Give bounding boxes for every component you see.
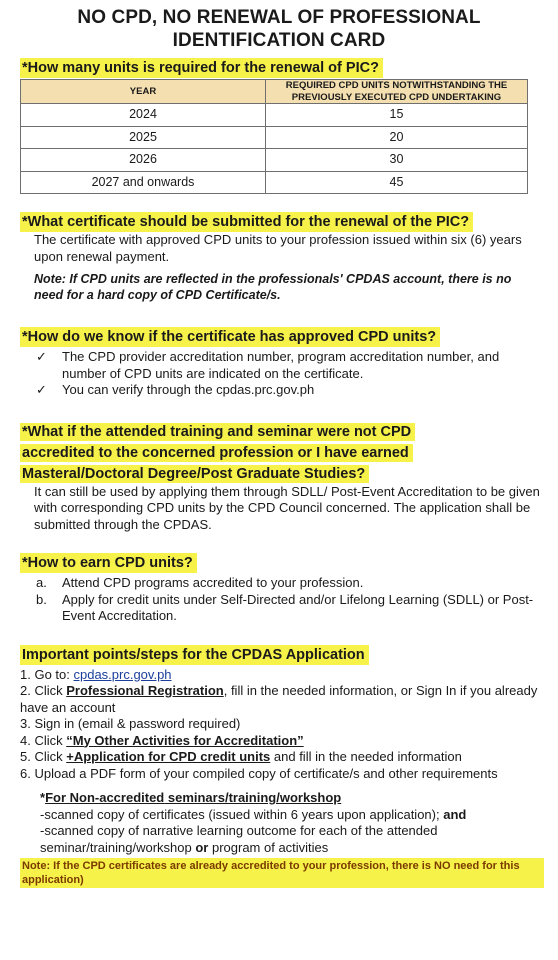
application-credit-units-link[interactable]: +Application for CPD credit units [66, 749, 271, 764]
section-earn-units [14, 553, 544, 625]
header-required-units: REQUIRED CPD UNITS NOTWITHSTANDING THE PREVIOUSLY EXECUTED CPD UNDERTAKING [266, 80, 528, 104]
step-1 [20, 667, 544, 684]
requirement-conjunction: and [443, 806, 467, 822]
check-icon: ✓ [36, 382, 47, 397]
sub-head-suffix: seminars/training/workshop [164, 790, 342, 805]
cell-year: 2027 and onwards [21, 171, 266, 194]
list-item [14, 575, 544, 592]
list-item-marker: a. [36, 575, 47, 590]
table-row [21, 149, 528, 172]
question-line-1: *What if the attended training and seminar were not CPD [20, 423, 415, 441]
note-certificate: Note: If CPD units are reflected in the professionals' CPDAS account, there is no need for a hard copy of CPD Certificate/s. [34, 272, 512, 302]
step-2 [20, 683, 544, 716]
sub-head-prefix: * [40, 790, 46, 805]
section-certificate [14, 212, 544, 303]
check-list [14, 349, 544, 399]
cell-units: 15 [266, 104, 528, 127]
units-table [20, 79, 528, 194]
list-item-text: The CPD provider accreditation number, program accreditation number, and number of CPD units are indicated on the certificate. [62, 349, 500, 381]
question-line-3: Masteral/Doctoral Degree/Post Graduate Studies? [20, 465, 369, 483]
step-2-text: , fill in the needed information, or Sign In if you already have an account [20, 683, 538, 715]
question-approved-units: *How do we know if the certificate has approved CPD units? [20, 327, 440, 347]
cell-year: 2024 [21, 104, 266, 127]
requirement-text: -scanned copy of certificates (issued within 6 years upon application); [40, 806, 444, 822]
question-units-required: *How many units is required for the renewal of PIC? [20, 58, 383, 78]
answer-not-accredited: It can still be used by applying them through SDLL/ Post-Event Accreditation to be given with corresponding CPD units by the CPD Council concerned. The application shall be submitted through the CPDAS. [34, 483, 540, 532]
non-accredited-heading [40, 790, 544, 807]
section-approved-units [14, 327, 544, 399]
step-5 [20, 749, 544, 766]
cell-units: 45 [266, 171, 528, 194]
section-units-required [14, 58, 544, 194]
table-row [21, 126, 528, 149]
cell-units: 30 [266, 149, 528, 172]
question-certificate: *What certificate should be submitted for the renewal of the PIC? [20, 212, 473, 232]
list-item [14, 349, 544, 382]
list-item [14, 382, 544, 399]
step-6: 6. Upload a PDF form of your compiled copy of certificate/s and other requirements [20, 765, 498, 781]
cell-units: 20 [266, 126, 528, 149]
units-table-header [21, 80, 528, 104]
other-activities-link[interactable]: “My Other Activities for Accreditation” [66, 732, 304, 748]
final-note: Note: If the CPD certificates are already accredited to your profession, there is NO need for this application) [20, 858, 544, 888]
step-1-label: 1. Go to: [20, 666, 74, 682]
page-title [14, 6, 544, 52]
title-line-2: IDENTIFICATION CARD [172, 30, 386, 51]
question-not-accredited [20, 421, 544, 484]
professional-registration-link[interactable]: Professional Registration [66, 683, 224, 698]
step-4-label: 4. Click [20, 732, 67, 748]
answer-certificate: The certificate with approved CPD units to your profession issued within six (6) years upon renewal payment. [34, 232, 522, 264]
requirement-text: program of activities [208, 839, 329, 855]
heading-cpdas-steps: Important points/steps for the CPDAS Application [20, 645, 369, 665]
list-item-text: Attend CPD programs accredited to your profession. [62, 575, 364, 590]
cpdas-link[interactable]: cpdas.prc.gov.ph [73, 666, 172, 682]
question-earn-units: *How to earn CPD units? [20, 553, 197, 573]
table-row [21, 104, 528, 127]
list-item [14, 592, 544, 625]
step-3: 3. Sign in (email & password required) [20, 716, 241, 731]
step-2-label: 2. Click [20, 683, 67, 698]
requirement-line-2: -scanned copy of narrative learning outcome for each of the attended [40, 823, 438, 838]
list-item-marker: b. [36, 591, 47, 607]
requirement-line-1 [40, 807, 544, 824]
section-not-accredited [14, 421, 544, 534]
step-4 [20, 733, 544, 750]
list-item-text: Apply for credit units under Self-Directed and/or Lifelong Learning (SDLL) or Post-Event Accreditation. [62, 591, 534, 623]
step-5-text: and fill in the needed information [270, 749, 462, 764]
list-item-text: You can verify through the cpdas.prc.gov.ph [62, 382, 315, 397]
step-5-label: 5. Click [20, 749, 67, 764]
question-line-2: accredited to the concerned profession or I have earned [20, 444, 413, 462]
earn-units-list [14, 575, 544, 625]
table-row [21, 171, 528, 194]
check-icon: ✓ [36, 349, 47, 364]
section-cpdas-steps [20, 645, 544, 889]
cell-year: 2025 [21, 126, 266, 149]
requirement-text: seminar/training/workshop [40, 839, 196, 855]
title-line-1: NO CPD, NO RENEWAL OF PROFESSIONAL [77, 7, 481, 28]
sub-head-underlined: For Non-accredited [45, 790, 165, 805]
header-year: YEAR [21, 80, 266, 104]
cell-year: 2026 [21, 149, 266, 172]
steps-list [20, 667, 544, 783]
requirement-line-3 [40, 840, 544, 857]
requirement-conjunction: or [195, 839, 209, 855]
non-accredited-requirements [40, 790, 544, 856]
